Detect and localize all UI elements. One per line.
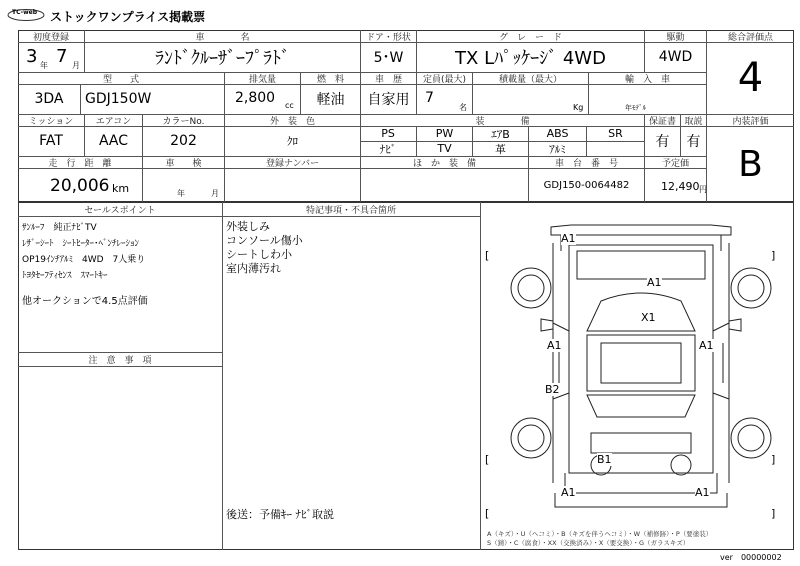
price-label: 予定価 xyxy=(644,156,706,168)
special-line: 外装しみ xyxy=(226,220,270,233)
door-value: 5･W xyxy=(360,42,416,72)
other-equip-label: ほ か 装 備 xyxy=(360,156,528,168)
manual-value: 有 xyxy=(680,126,706,156)
score-label: 総合評価点 xyxy=(706,30,794,42)
first-reg-year-unit: 年 xyxy=(40,61,48,70)
other-equip-cell xyxy=(360,168,528,202)
equipment-ps: PS xyxy=(381,127,395,140)
mileage-value: 20,006 xyxy=(50,176,110,196)
damage-diagram xyxy=(481,203,793,549)
equipment-pw: PW xyxy=(416,126,472,141)
interior-score: B xyxy=(706,126,794,202)
special-footer: 後送：予備ｷｰ ﾅﾋﾞ取説 xyxy=(226,508,334,521)
overall-score: 4 xyxy=(706,42,794,114)
car-name-label: 車 名 xyxy=(84,30,360,42)
grade-label: グ レ ー ド xyxy=(416,30,644,42)
damage-mark: A1 xyxy=(647,276,662,289)
bracket-close: ] xyxy=(771,507,776,520)
first-reg-value xyxy=(18,42,84,72)
displacement-value: 2,800 xyxy=(235,90,276,106)
special-line: コンソール傷小 xyxy=(226,234,303,247)
damage-legend-line: A（キズ）・U（ヘコミ）・B（キズを伴うヘコミ）・W（補修跡）・P（要塗装） xyxy=(487,530,713,538)
door-label: ドア・形状 xyxy=(360,30,416,42)
capacity-label: 定員(最大) xyxy=(416,72,472,84)
price-unit: 円 xyxy=(699,185,707,194)
plate-cell xyxy=(224,168,360,202)
car-outline xyxy=(481,203,793,549)
chassis-label: 車 台 番 号 xyxy=(528,156,644,168)
import-note: 年ﾓﾃﾞﾙ xyxy=(625,104,646,112)
equipment-tv: TV xyxy=(416,141,472,156)
history-value: 自家用 xyxy=(360,84,416,114)
fuel-value: 軽油 xyxy=(300,84,360,114)
price-value: 12,490 xyxy=(661,180,700,193)
mileage-cell xyxy=(18,168,142,202)
bracket-close: ] xyxy=(771,453,776,466)
car-name-value: ﾗﾝﾄﾞｸﾙｰｻﾞｰﾌﾟﾗﾄﾞ xyxy=(84,42,360,72)
bracket-open: [ xyxy=(485,249,490,262)
equipment-abs: ABS xyxy=(528,126,586,141)
equipment-navi: ﾅﾋﾞ xyxy=(379,142,397,156)
special-notes xyxy=(226,220,476,276)
capacity-cell xyxy=(416,84,472,114)
equipment-label: 装 備 xyxy=(360,114,644,126)
displacement-cell xyxy=(224,84,300,114)
first-reg-year: 3 xyxy=(26,46,38,67)
load-unit: Kg xyxy=(573,103,584,112)
interior-score-label: 内装評価 xyxy=(706,114,794,126)
equipment-empty xyxy=(586,141,644,156)
sales-label: セールスポイント xyxy=(84,205,156,216)
inspection-cell xyxy=(142,168,224,202)
color-no-value: 202 xyxy=(142,126,224,156)
exterior-value: ｸﾛ xyxy=(224,126,360,156)
damage-mark: A1 xyxy=(699,339,714,352)
version-label: ver 00000002 xyxy=(720,553,782,562)
grade-value: TX Lﾊﾟｯｹｰｼﾞ 4WD xyxy=(416,42,644,72)
first-reg-label: 初度登録 xyxy=(32,32,69,42)
sales-line: OP19ｲﾝﾁｱﾙﾐ 4WD 7人乗り xyxy=(22,255,146,265)
damage-mark: A1 xyxy=(561,232,576,245)
model-value: GDJ150W xyxy=(80,84,224,114)
inspection-year-unit: 年 xyxy=(177,189,185,198)
bracket-open: [ xyxy=(485,453,490,466)
damage-mark: A1 xyxy=(561,486,576,499)
bracket-open: [ xyxy=(485,507,490,520)
damage-mark: B1 xyxy=(597,453,612,466)
plate-label: 登録ナンバー xyxy=(224,156,360,168)
model-prefix: 3DA xyxy=(34,91,64,107)
logo-text: TC-web xyxy=(12,9,38,16)
capacity-value: 7 xyxy=(425,90,434,106)
sales-points xyxy=(22,220,220,350)
price-cell xyxy=(644,168,706,202)
equipment-sr: SR xyxy=(586,126,644,141)
damage-mark: B2 xyxy=(545,383,560,396)
special-line: 室内薄汚れ xyxy=(226,262,281,275)
aircon-label: エアコン xyxy=(84,114,142,126)
warranty-label: 保証書 xyxy=(644,114,680,126)
drive-label: 駆動 xyxy=(644,30,706,42)
warranty-value: 有 xyxy=(644,126,680,156)
damage-legend-line: S（錆）・C（腐食）・XX（交換済み）・X（要交換）・G（ガラスキズ） xyxy=(487,539,690,547)
damage-mark: A1 xyxy=(695,486,710,499)
equipment-alloy: ｱﾙﾐ xyxy=(528,141,586,156)
load-label: 積載量（最大） xyxy=(472,72,588,84)
equipment-leather: 革 xyxy=(472,141,528,156)
logo xyxy=(6,7,46,21)
sales-line: 他オークションで4.5点評価 xyxy=(22,296,148,307)
load-cell xyxy=(472,84,588,114)
aircon-value: AAC xyxy=(84,126,142,156)
mileage-unit: km xyxy=(112,182,130,195)
fuel-label: 燃 料 xyxy=(300,72,360,84)
damage-mark: X1 xyxy=(641,311,656,324)
color-no-label: カラーNo. xyxy=(142,114,224,126)
displacement-label: 排気量 xyxy=(224,72,300,84)
chassis-value: GDJ150-0064482 xyxy=(528,168,644,202)
sales-line: ｻﾝﾙｰﾌ 純正ﾅﾋﾞTV xyxy=(22,223,97,233)
mission-label: ミッション xyxy=(28,116,74,126)
sales-line: ﾚｻﾞｰｼｰﾄ ｼｰﾄﾋｰﾀｰ･ﾍﾞﾝﾁﾚｰｼｮﾝ xyxy=(22,239,140,249)
displacement-unit: cc xyxy=(285,101,294,110)
page-title: ストックワンプライス掲載票 xyxy=(50,10,206,24)
damage-mark: A1 xyxy=(547,339,562,352)
drive-value: 4WD xyxy=(644,42,706,72)
mileage-label: 走 行 距 離 xyxy=(48,158,112,168)
equipment-airbag: ｴｱB xyxy=(472,126,528,141)
model-label: 型 式 xyxy=(102,74,139,84)
import-cell xyxy=(588,84,706,114)
capacity-unit: 名 xyxy=(459,103,467,112)
sales-line xyxy=(22,284,220,294)
inspection-label: 車 検 xyxy=(142,156,224,168)
notes-label: 注 意 事 項 xyxy=(88,355,152,366)
mission-value: FAT xyxy=(39,133,63,149)
exterior-label: 外 装 色 xyxy=(224,114,360,126)
inspection-month-unit: 月 xyxy=(211,189,219,198)
sales-line: ﾄﾖﾀｾｰﾌﾃｨｾﾝｽ ｽﾏｰﾄｷｰ xyxy=(22,271,108,281)
special-line: シートしわ小 xyxy=(226,248,292,261)
special-label: 特記事項・不具合箇所 xyxy=(305,205,396,216)
first-reg-month-unit: 月 xyxy=(72,61,80,70)
history-label: 車 歴 xyxy=(360,72,416,84)
import-label: 輸 入 車 xyxy=(588,72,706,84)
bracket-close: ] xyxy=(771,249,776,262)
manual-label: 取説 xyxy=(680,114,706,126)
first-reg-month: 7 xyxy=(56,46,68,67)
